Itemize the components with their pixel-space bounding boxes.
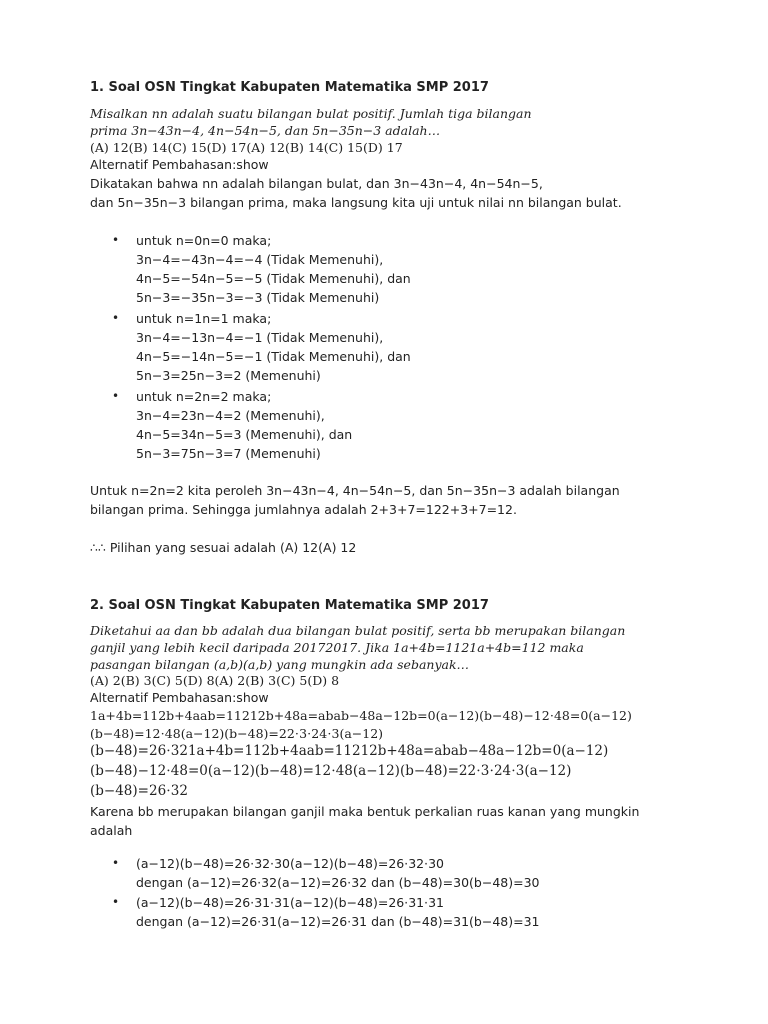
q1-case-2-line-2: 4n−5=34n−5=3 (Memenuhi), dan [136, 427, 353, 442]
q2-item-2-sub: dengan (a−12)=26⋅31(a−12)=26⋅31 dan (b−48)=31(b−48)=31 [136, 914, 540, 929]
q1-case-2-head: untuk n=2n=2 maka; [136, 389, 272, 404]
q2-karena-line-1: Karena bb merupakan bilangan ganjil maka bentuk perkalian ruas kanan yang mungkin [90, 804, 640, 819]
bullet-icon: • [112, 311, 120, 325]
q1-title: 1. Soal OSN Tingkat Kabupaten Matematika SMP 2017 [90, 80, 489, 95]
q1-case-1-line-3: 5n−3=25n−3=2 (Memenuhi) [136, 368, 321, 383]
bullet-icon: • [112, 856, 120, 870]
q2-karena-line-2: adalah [90, 823, 133, 838]
q2-title: 2. Soal OSN Tingkat Kabupaten Matematika SMP 2017 [90, 598, 489, 613]
q1-options: (A) 12(B) 14(C) 15(D) 17(A) 12(B) 14(C) 15(D) 17 [90, 140, 403, 155]
q1-intro-line-2: dan 5n−35n−3 bilangan prima, maka langsung kita uji untuk nilai nn bilangan bulat. [90, 195, 622, 210]
q1-answer: ∴∴ Pilihan yang sesuai adalah (A) 12(A) 12 [90, 540, 357, 555]
q1-problem-line-2: prima 3n−43n−4, 4n−54n−5, dan 5n−35n−3 adalah… [90, 123, 441, 138]
q1-case-2-line-1: 3n−4=23n−4=2 (Memenuhi), [136, 408, 325, 423]
q2-options: (A) 2(B) 3(C) 5(D) 8(A) 2(B) 3(C) 5(D) 8 [90, 673, 340, 688]
q2-item-1-sub: dengan (a−12)=26⋅32(a−12)=26⋅32 dan (b−48)=30(b−48)=30 [136, 875, 540, 890]
q1-conclusion-line-1: Untuk n=2n=2 kita peroleh 3n−43n−4, 4n−54n−5, dan 5n−35n−3 adalah bilangan [90, 483, 620, 498]
bullet-icon: • [112, 233, 120, 247]
q2-work-line-4: (b−48)−12⋅48=0(a−12)(b−48)=12⋅48(a−12)(b−48)=22⋅3⋅24⋅3(a−12) [90, 763, 572, 779]
q1-problem-line-1: Misalkan nn adalah suatu bilangan bulat positif. Jumlah tiga bilangan [90, 106, 532, 121]
q1-conclusion-line-2: bilangan prima. Sehingga jumlahnya adalah 2+3+7=122+3+7=12. [90, 502, 517, 517]
q1-case-1-line-1: 3n−4=−13n−4=−1 (Tidak Memenuhi), [136, 330, 384, 345]
q2-work-line-2: (b−48)=12⋅48(a−12)(b−48)=22⋅3⋅24⋅3(a−12) [90, 726, 384, 741]
bullet-icon: • [112, 389, 120, 403]
q2-work-line-3: (b−48)=26⋅321a+4b=112b+4aab=11212b+48a=abab−48a−12b=0(a−12) [90, 743, 609, 759]
q1-case-1-line-2: 4n−5=−14n−5=−1 (Tidak Memenuhi), dan [136, 349, 411, 364]
q2-item-2-head: (a−12)(b−48)=26⋅31⋅31(a−12)(b−48)=26⋅31⋅31 [136, 895, 444, 910]
q1-intro-line-1: Dikatakan bahwa nn adalah bilangan bulat, dan 3n−43n−4, 4n−54n−5, [90, 176, 543, 191]
q2-problem-line-3: pasangan bilangan (a,b)(a,b) yang mungkin ada sebanyak… [90, 657, 470, 672]
q1-alt-show-toggle[interactable]: Alternatif Pembahasan:show [90, 157, 269, 172]
q1-case-1-head: untuk n=1n=1 maka; [136, 311, 272, 326]
bullet-icon: • [112, 895, 120, 909]
q1-case-0-line-2: 4n−5=−54n−5=−5 (Tidak Memenuhi), dan [136, 271, 411, 286]
q2-alt-show-toggle[interactable]: Alternatif Pembahasan:show [90, 690, 269, 705]
q2-work-line-1: 1a+4b=112b+4aab=11212b+48a=abab−48a−12b=0(a−12)(b−48)−12⋅48=0(a−12) [90, 708, 632, 723]
q2-problem-line-2: ganjil yang lebih kecil daripada 20172017. Jika 1a+4b=1121a+4b=112 maka [90, 640, 584, 655]
q2-item-1-head: (a−12)(b−48)=26⋅32⋅30(a−12)(b−48)=26⋅32⋅30 [136, 856, 444, 871]
q2-work-line-5: (b−48)=26⋅32 [90, 783, 188, 799]
q1-case-0-line-3: 5n−3=−35n−3=−3 (Tidak Memenuhi) [136, 290, 380, 305]
q1-case-0-head: untuk n=0n=0 maka; [136, 233, 272, 248]
q1-case-0-line-1: 3n−4=−43n−4=−4 (Tidak Memenuhi), [136, 252, 384, 267]
q2-problem-line-1: Diketahui aa dan bb adalah dua bilangan bulat positif, serta bb merupakan bilangan [90, 623, 626, 638]
q1-case-2-line-3: 5n−3=75n−3=7 (Memenuhi) [136, 446, 321, 461]
